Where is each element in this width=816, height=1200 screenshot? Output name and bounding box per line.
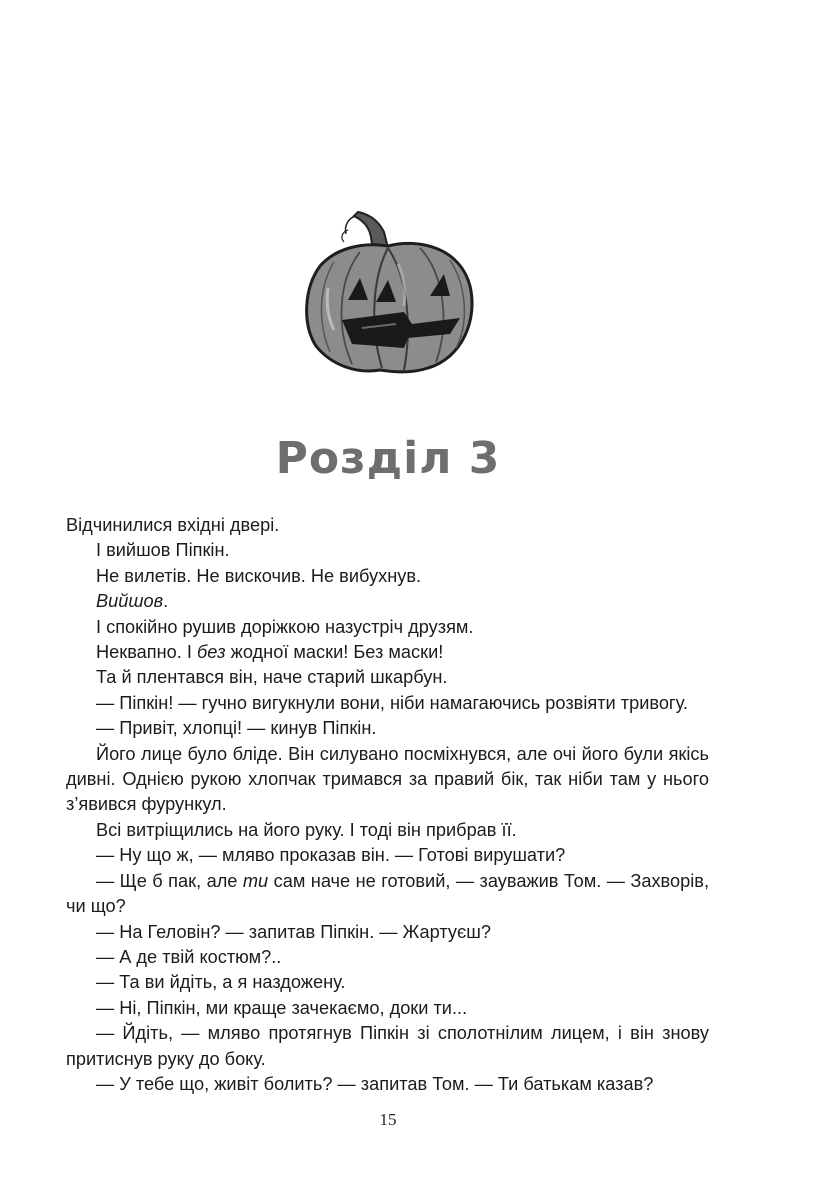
paragraph bbox=[66, 513, 709, 538]
paragraph bbox=[66, 742, 709, 818]
paragraph-text: сам наче не готовий, — зауважив Том. — Захворів, чи що? bbox=[66, 870, 710, 917]
paragraph-text: — Та ви йдіть, а я наздожену. bbox=[96, 972, 346, 993]
page-number: 15 bbox=[379, 1110, 397, 1129]
paragraph bbox=[66, 1021, 709, 1072]
chapter-title: Розділ 3 bbox=[275, 433, 501, 484]
paragraph bbox=[66, 818, 709, 843]
paragraph-text: — На Геловін? — запитав Піпкін. — Жартуєш? bbox=[96, 921, 491, 942]
paragraph-text: Не вилетів. Не вискочив. Не вибухнув. bbox=[96, 565, 422, 586]
paragraph bbox=[66, 920, 709, 945]
paragraph-text: І спокійно рушив доріжкою назустріч друзям. bbox=[96, 616, 474, 637]
jack-o-lantern-icon bbox=[300, 208, 480, 384]
chapter-body-text bbox=[66, 513, 709, 1097]
paragraph-text: — Ну що ж, — мляво проказав він. — Готові вирушати? bbox=[96, 845, 566, 866]
paragraph bbox=[66, 589, 709, 614]
italic-text: ти bbox=[242, 870, 269, 891]
paragraph-text: — А де твій костюм?.. bbox=[96, 946, 282, 967]
paragraph-text: — Ні, Піпкін, ми краще зачекаємо, доки ти... bbox=[96, 997, 468, 1018]
paragraph-text: — Привіт, хлопці! — кинув Піпкін. bbox=[96, 718, 377, 739]
paragraph bbox=[66, 538, 709, 563]
paragraph bbox=[66, 691, 709, 716]
paragraph bbox=[66, 640, 709, 665]
paragraph bbox=[66, 843, 709, 868]
paragraph-text: — Піпкін! — гучно вигукнули вони, ніби намагаючись розвіяти тривогу. bbox=[96, 692, 688, 713]
paragraph-text: Неквапно. І bbox=[96, 642, 197, 663]
paragraph-text: Та й плентався він, наче старий шкарбун. bbox=[96, 667, 448, 688]
paragraph bbox=[66, 615, 709, 640]
paragraph bbox=[66, 945, 709, 970]
paragraph bbox=[66, 716, 709, 741]
paragraph bbox=[66, 970, 709, 995]
paragraph-text: — Йдіть, — мляво протягнув Піпкін зі сполотнілим лицем, і він знову притиснув руку до боку. bbox=[66, 1023, 709, 1069]
paragraph-text: — У тебе що, живіт болить? — запитав Том. — Ти батькам казав? bbox=[96, 1073, 654, 1094]
paragraph-text: І вийшов Піпкін. bbox=[96, 540, 230, 561]
paragraph bbox=[66, 665, 709, 690]
paragraph bbox=[66, 869, 709, 920]
paragraph-text: . bbox=[163, 591, 169, 612]
paragraph-text: — Ще б пак, але bbox=[96, 870, 243, 891]
paragraph-text: Всі витріщились на його руку. І тоді він прибрав її. bbox=[96, 819, 517, 840]
paragraph bbox=[66, 1072, 709, 1097]
paragraph bbox=[66, 996, 709, 1021]
paragraph-text: Його лице було бліде. Він силувано посміхнувся, але очі його були якісь дивні. Однією рукою хлопчак тримався за правий бік, так ніби там у нього з’явився фурункул. bbox=[66, 743, 709, 815]
italic-text: без bbox=[197, 642, 226, 663]
paragraph bbox=[66, 564, 709, 589]
paragraph-text: Відчинилися вхідні двері. bbox=[66, 515, 280, 535]
italic-text: Вийшов bbox=[96, 591, 164, 612]
paragraph-text: жодної маски! Без маски! bbox=[225, 642, 444, 663]
